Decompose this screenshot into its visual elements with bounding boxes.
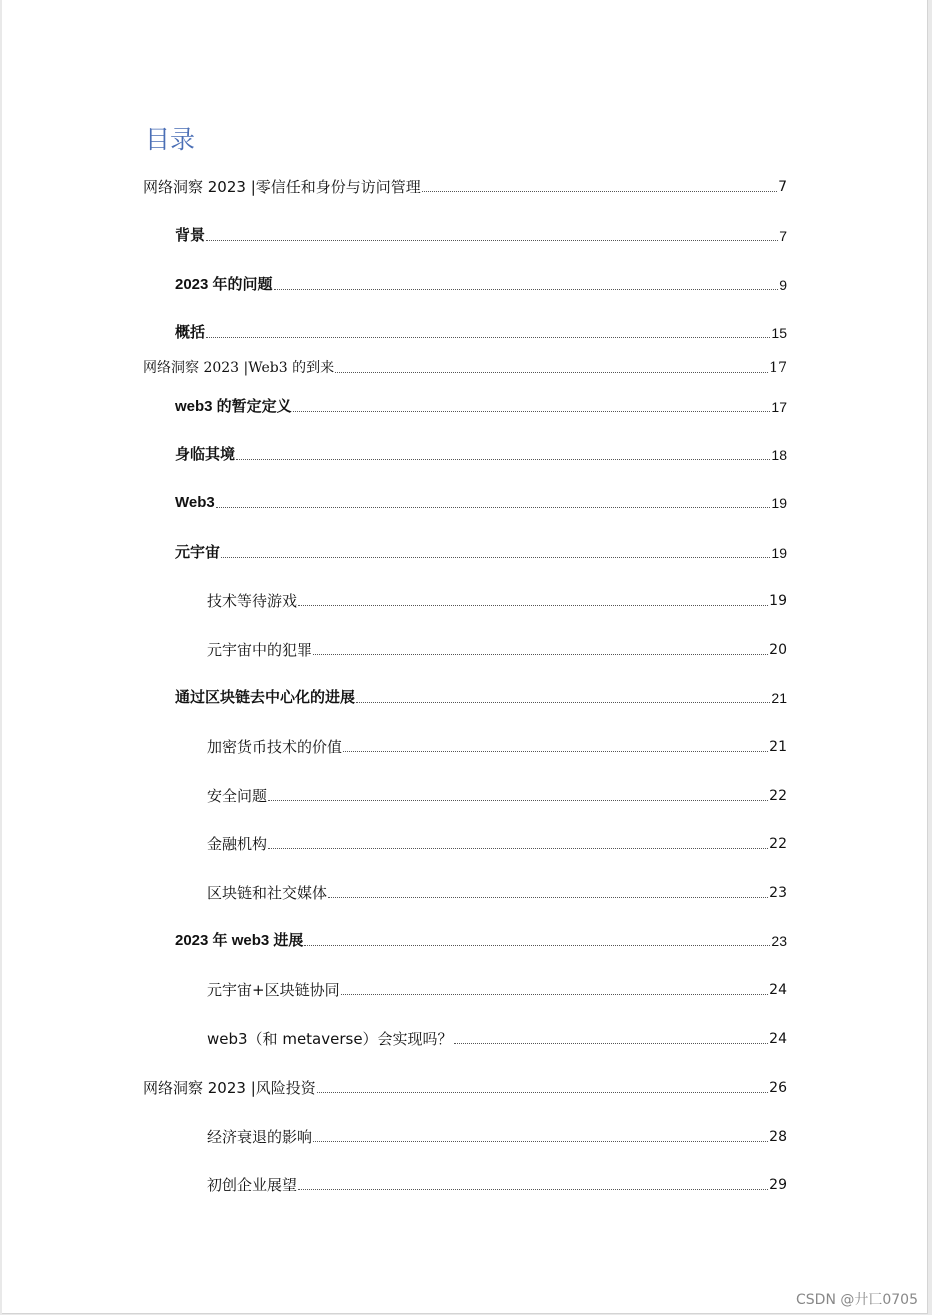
toc-entry[interactable] bbox=[175, 275, 787, 295]
dot-leader bbox=[304, 944, 770, 946]
dot-leader bbox=[341, 993, 769, 995]
toc-page-number[interactable]: 9 bbox=[779, 277, 787, 293]
dot-leader bbox=[293, 410, 771, 412]
toc-page-number[interactable]: 28 bbox=[769, 1129, 787, 1145]
toc-entry[interactable] bbox=[175, 493, 787, 513]
toc-entry-label[interactable]: 元宇宙中的犯罪 bbox=[207, 641, 313, 659]
toc-page-number[interactable]: 23 bbox=[769, 885, 787, 901]
toc-page-number[interactable]: 17 bbox=[769, 360, 787, 376]
toc-page-number[interactable]: 22 bbox=[769, 788, 787, 804]
toc-title: 目录 bbox=[145, 125, 196, 154]
toc-entry-label[interactable]: 身临其境 bbox=[175, 446, 236, 463]
document-page bbox=[2, 0, 928, 1314]
dot-leader bbox=[313, 653, 768, 655]
dot-leader bbox=[221, 556, 770, 558]
dot-leader bbox=[328, 896, 768, 898]
toc-page-number[interactable]: 23 bbox=[771, 933, 787, 949]
toc-entry[interactable] bbox=[175, 323, 787, 343]
toc-page-number[interactable]: 7 bbox=[779, 228, 787, 244]
dot-leader bbox=[335, 371, 768, 373]
dot-leader bbox=[313, 1140, 768, 1142]
toc-entry[interactable] bbox=[175, 397, 787, 417]
toc-entry[interactable] bbox=[175, 543, 787, 563]
toc-page-number[interactable]: 24 bbox=[769, 1031, 787, 1047]
toc-entry[interactable] bbox=[207, 737, 787, 757]
dot-leader bbox=[298, 1188, 768, 1190]
toc-entry[interactable] bbox=[207, 980, 787, 1000]
toc-entry[interactable] bbox=[207, 834, 787, 854]
toc-entry-label[interactable]: Web3 bbox=[175, 494, 215, 511]
toc-entry-label[interactable]: 通过区块链去中心化的进展 bbox=[175, 689, 356, 706]
toc-entry-label[interactable]: 元宇宙+区块链协同 bbox=[207, 981, 340, 999]
dot-leader bbox=[268, 799, 768, 801]
toc-entry-label[interactable]: 2023 年的问题 bbox=[175, 276, 273, 293]
watermark: CSDN @廾匸0705 bbox=[796, 1292, 918, 1308]
toc-entry-label[interactable]: 概括 bbox=[175, 324, 206, 341]
toc-page-number[interactable]: 15 bbox=[771, 325, 787, 341]
dot-leader bbox=[422, 190, 777, 192]
toc-page-number[interactable]: 29 bbox=[769, 1177, 787, 1193]
dot-leader bbox=[268, 847, 768, 849]
toc-entry[interactable] bbox=[207, 786, 787, 806]
toc-entry-label[interactable]: web3（和 metaverse）会实现吗？ bbox=[207, 1030, 453, 1048]
toc-entry-label[interactable]: 经济衰退的影响 bbox=[207, 1128, 313, 1146]
dot-leader bbox=[454, 1042, 769, 1044]
toc-entry-label[interactable]: 金融机构 bbox=[207, 835, 268, 853]
dot-leader bbox=[356, 701, 770, 703]
toc-page-number[interactable]: 20 bbox=[769, 642, 787, 658]
dot-leader bbox=[274, 288, 779, 290]
toc-entry-label[interactable]: 背景 bbox=[175, 227, 206, 244]
toc-page-number[interactable]: 22 bbox=[769, 836, 787, 852]
toc-page-number[interactable]: 17 bbox=[771, 399, 787, 415]
toc-entry-label[interactable]: 元宇宙 bbox=[175, 544, 221, 561]
toc-entry[interactable] bbox=[143, 1078, 787, 1098]
dot-leader bbox=[216, 506, 771, 508]
toc-page-number[interactable]: 19 bbox=[769, 593, 787, 609]
toc-page-number[interactable]: 7 bbox=[778, 179, 787, 195]
dot-leader bbox=[206, 239, 778, 241]
toc-entry[interactable] bbox=[175, 445, 787, 465]
toc-entry-label[interactable]: 安全问题 bbox=[207, 787, 268, 805]
toc-entry[interactable] bbox=[207, 591, 787, 611]
toc-entry[interactable] bbox=[207, 883, 787, 903]
dot-leader bbox=[206, 336, 770, 338]
toc-entry[interactable] bbox=[207, 1175, 787, 1195]
toc-entry[interactable] bbox=[207, 640, 787, 660]
toc-entry-label[interactable]: 网络洞察 2023 |Web3 的到来 bbox=[143, 360, 335, 376]
toc-entry[interactable] bbox=[175, 931, 787, 951]
toc-page-number[interactable]: 21 bbox=[769, 739, 787, 755]
toc-entry-label[interactable]: 网络洞察 2023 |风险投资 bbox=[143, 1079, 316, 1097]
toc-entry[interactable] bbox=[143, 177, 787, 197]
dot-leader bbox=[236, 458, 770, 460]
toc-page-number[interactable]: 19 bbox=[771, 545, 787, 561]
dot-leader bbox=[343, 750, 768, 752]
toc-entry-label[interactable]: 网络洞察 2023 |零信任和身份与访问管理 bbox=[143, 178, 421, 196]
dot-leader bbox=[298, 604, 768, 606]
toc-page-number[interactable]: 18 bbox=[771, 447, 787, 463]
toc-entry-label[interactable]: 技术等待游戏 bbox=[207, 592, 298, 610]
toc-page-number[interactable]: 21 bbox=[771, 690, 787, 706]
dot-leader bbox=[317, 1091, 768, 1093]
toc-entry[interactable] bbox=[207, 1127, 787, 1147]
toc-entry[interactable] bbox=[143, 358, 787, 378]
toc-entry-label[interactable]: web3 的暂定定义 bbox=[175, 398, 292, 415]
toc-entry-label[interactable]: 加密货币技术的价值 bbox=[207, 738, 343, 756]
toc-page-number[interactable]: 24 bbox=[769, 982, 787, 998]
toc-page-number[interactable]: 19 bbox=[771, 495, 787, 511]
toc-entry-label[interactable]: 初创企业展望 bbox=[207, 1176, 298, 1194]
toc-entry[interactable] bbox=[175, 226, 787, 246]
toc-entry-label[interactable]: 2023 年 web3 进展 bbox=[175, 932, 304, 949]
toc-entry[interactable] bbox=[207, 1029, 787, 1049]
toc-entry[interactable] bbox=[175, 688, 787, 708]
toc-page-number[interactable]: 26 bbox=[769, 1080, 787, 1096]
toc-entry-label[interactable]: 区块链和社交媒体 bbox=[207, 884, 328, 902]
